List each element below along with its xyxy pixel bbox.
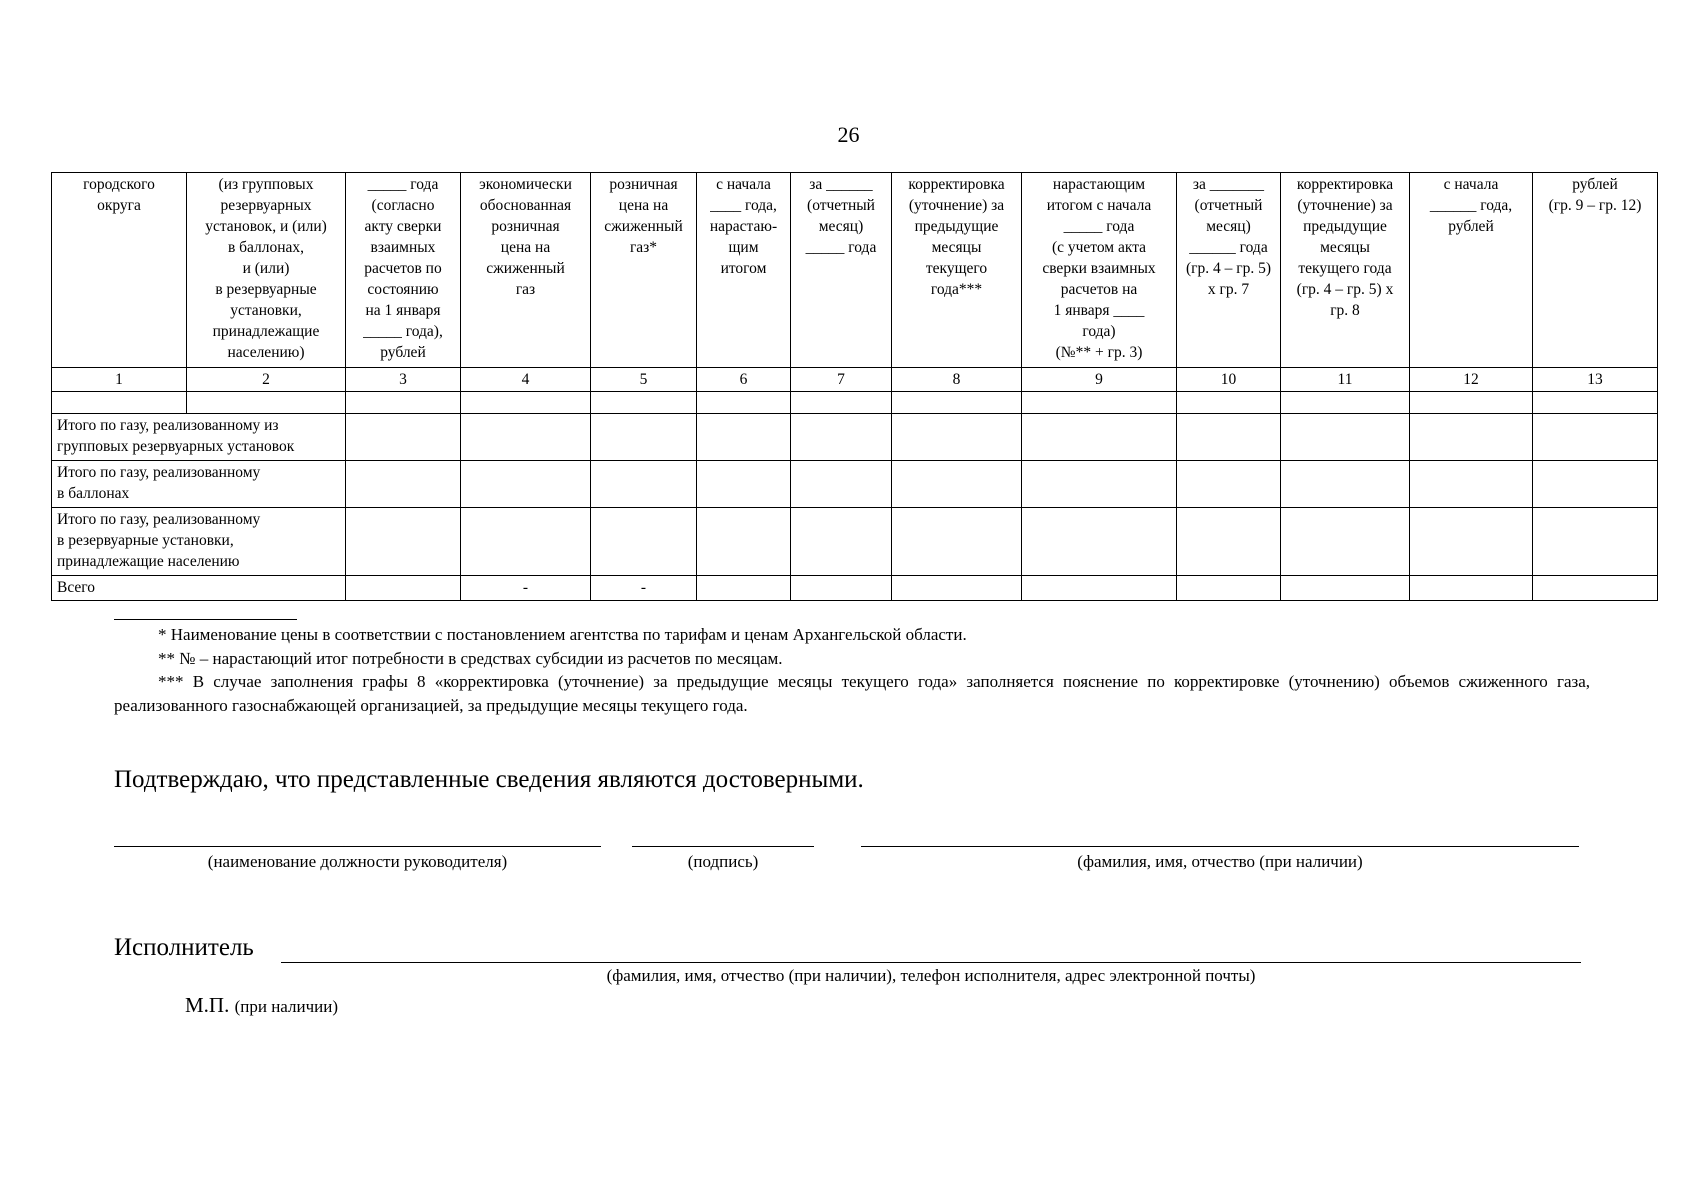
- total-row-population-installations: [52, 508, 1658, 576]
- executor-label: Исполнитель: [114, 934, 254, 961]
- column-header-9: нарастающим итогом с начала _____ года (с учетом акта сверки взаимных расчетов на 1 января ____ года) (№** + гр. 3): [1022, 173, 1177, 368]
- total-row-cylinders: [52, 461, 1658, 508]
- column-number-12: 12: [1410, 368, 1533, 392]
- page-number: 26: [837, 122, 860, 147]
- column-header-4: экономически обоснованная розничная цена на сжиженный газ: [461, 173, 591, 368]
- grand-total-col4: -: [461, 576, 591, 601]
- position-signature-line[interactable]: [114, 846, 601, 847]
- table-row: [52, 392, 1658, 414]
- footnote-cumulative: ** № – нарастающий итог потребности в средствах субсидии из расчетов по месяцам.: [158, 648, 783, 668]
- total-row-group-installations: [52, 414, 1658, 461]
- column-header-11: корректировка (уточнение) за предыдущие месяцы текущего года (гр. 4 – гр. 5) х гр. 8: [1281, 173, 1410, 368]
- column-number-1: 1: [52, 368, 187, 392]
- column-number-13: 13: [1533, 368, 1658, 392]
- column-number-3: 3: [346, 368, 461, 392]
- column-number-7: 7: [791, 368, 892, 392]
- grand-total-col5: -: [591, 576, 697, 601]
- column-header-2: (из групповых резервуарных установок, и (или) в баллонах, и (или) в резервуарные установки, принадлежащие населению): [187, 173, 346, 368]
- column-number-6: 6: [697, 368, 791, 392]
- confirmation-statement: Подтверждаю, что представленные сведения являются достоверными.: [114, 766, 864, 793]
- name-caption: (фамилия, имя, отчество (при наличии): [1077, 852, 1363, 871]
- column-number-8: 8: [892, 368, 1022, 392]
- executor-line[interactable]: [281, 962, 1581, 963]
- column-number-5: 5: [591, 368, 697, 392]
- column-header-3: _____ года (согласно акту сверки взаимных расчетов по состоянию на 1 января _____ года), рублей: [346, 173, 461, 368]
- column-header-7: за ______ (отчетный месяц) _____ года: [791, 173, 892, 368]
- column-header-1: городского округа: [52, 173, 187, 368]
- column-number-2: 2: [187, 368, 346, 392]
- column-number-9: 9: [1022, 368, 1177, 392]
- total-label: Итого по газу, реализованному из групповых резервуарных установок: [52, 414, 346, 461]
- stamp-label: М.П.: [185, 993, 230, 1017]
- column-header-10: за _______ (отчетный месяц) ______ года (гр. 4 – гр. 5) х гр. 7: [1177, 173, 1281, 368]
- column-header-12: с начала ______ года, рублей: [1410, 173, 1533, 368]
- column-numbers-row: [52, 368, 1658, 392]
- executor-caption: (фамилия, имя, отчество (при наличии), телефон исполнителя, адрес электронной почты): [606, 966, 1256, 985]
- name-signature-line[interactable]: [861, 846, 1579, 847]
- column-number-10: 10: [1177, 368, 1281, 392]
- position-caption: (наименование должности руководителя): [207, 852, 508, 871]
- column-number-4: 4: [461, 368, 591, 392]
- grand-total-label: Всего: [52, 576, 346, 601]
- footnote-price: * Наименование цены в соответствии с постановлением агентства по тарифам и ценам Архангельской области.: [158, 625, 967, 644]
- signature-line[interactable]: [632, 846, 814, 847]
- signature-caption: (подпись): [687, 852, 759, 871]
- stamp-note: (при наличии): [234, 997, 338, 1016]
- grand-total-row: [52, 576, 1658, 601]
- column-header-8: корректировка (уточнение) за предыдущие месяцы текущего года***: [892, 173, 1022, 368]
- total-label: Итого по газу, реализованному в резервуарные установки, принадлежащие населению: [52, 508, 346, 576]
- table-header-row: [52, 173, 1658, 368]
- footnotes: [114, 623, 1590, 717]
- column-header-13: рублей (гр. 9 – гр. 12): [1533, 173, 1658, 368]
- column-header-6: с начала ____ года, нарастаю- щим итогом: [697, 173, 791, 368]
- total-label: Итого по газу, реализованному в баллонах: [52, 461, 346, 508]
- column-number-11: 11: [1281, 368, 1410, 392]
- footnote-divider: [114, 619, 297, 620]
- footnote-correction: *** В случае заполнения графы 8 «корректировка (уточнение) за предыдущие месяцы текущего года» заполняется пояснение по корректировке (уточнению) объемов сжиженного газа, реализованного газоснабжающей организацией, за предыдущие месяцы текущего года.: [114, 672, 1590, 715]
- column-header-5: розничная цена на сжиженный газ*: [591, 173, 697, 368]
- stamp-place: [185, 993, 338, 1018]
- report-table: [51, 172, 1658, 601]
